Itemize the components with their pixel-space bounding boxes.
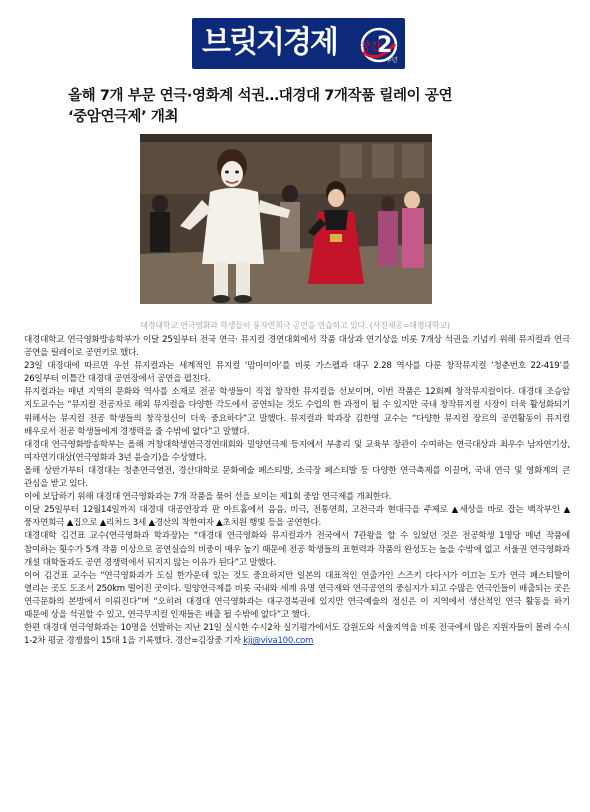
closing-text: 한편 대경대 연극영화과는 10명을 선발하는 지난 21일 실시한 수시2차 실기평가에서도 강원도와 서울지역을 비롯 전국에서 많은 지원자들이 몰려 수시 1-2차 평균 경쟁률이 15대 1을 기록했다. 경산=김장중 기자 bbox=[24, 623, 570, 647]
article-headline bbox=[68, 86, 538, 128]
body-paragraph: 대경대학 김건표 교수(연극영화과 학과장)는 “대경대 연극영화와 뮤지컬과가 전국에서 7관왕을 할 수 있었던 것은 전공학생 1명당 매년 작품에 참여하는 횟수가 5개 작품 이상으로 공연실습의 비중이 매우 높기 때문에 전공 학생들의 표현력과 작품의 완성도는 높을 수밖에 없고 서울권 연극영화과 개설 대학들과도 공연 경쟁력에서 뒤지지 않는 이유가 된다”고 말했다. bbox=[24, 531, 570, 568]
body-paragraph: 올해 상반기부터 대경대는 청춘연극열전, 경산대학로 문화예술 페스티발, 소극장 페스티발 등 다양한 연극축제를 이끌며, 국내 연극 및 영화계의 큰 관심을 받고 있다. bbox=[24, 465, 570, 490]
body-paragraph: 뮤지컬과는 매년 지역의 문화와 역사를 소재로 전공 학생들이 직접 창작한 뮤지컬을 선보이며, 이번 작품은 12회째 창작뮤지컬이다. 대경대 조승암 지도교수는 “뮤지컬 전공자로 해외 뮤지컬을 다양한 각도에서 공연되는 것도 수업의 한 과정이 될 수 있지만 국내 창작뮤지컬 시장이 더욱 활성화되기 위해서는 뮤지컬 전공 학생들의 창작정신이 더욱 중요하다”고 말했다. 뮤지컬과 학과장 김한영 교수는 “다양한 뮤지컬 장르의 공연활동이 뮤지컬 배우로서 전공 학생들에게 경쟁력을 줄 수밖에 없다”고 말했다. bbox=[24, 387, 570, 437]
article-body bbox=[24, 334, 570, 648]
headline-line-2: ‘중암연극제’ 개최 bbox=[68, 109, 179, 125]
body-paragraph: 대경대 연극영화방송학부는 올해 거창대학생연극경연대회와 밀양연극제 등지에서 부총리 및 교육부 장관이 수여하는 연극대상과 최우수 남자연기상, 여자연기대상(연극영화과 3년 윤슬기)을 수상했다. bbox=[24, 439, 570, 463]
rehearsal-photo-illustration bbox=[140, 134, 432, 304]
anniversary-emblem bbox=[355, 22, 399, 66]
masthead-logo bbox=[192, 18, 405, 69]
article-photo bbox=[140, 134, 432, 304]
body-paragraph: 23일 대경대에 따르면 우선 뮤지컬과는 세계적인 뮤지컬 ‘맘마미아’를 비롯 가스펠과 대구 2.28 역사를 다룬 창작뮤지컬 ‘청춘번호 22-419’를 26일부터 이틀간 대경대 공연장에서 공연을 펼친다. bbox=[24, 361, 570, 385]
reporter-email-link[interactable]: kjj@viva100.com bbox=[243, 636, 314, 647]
body-paragraph: 이에 보답하기 위해 대경대 연극영화과는 7개 작품을 묶어 선을 보이는 제1회 중암 연극제를 개최한다. bbox=[24, 492, 392, 503]
body-paragraph: 이어 김건표 교수는 “연극영화과가 도심 한가운데 있는 것도 중요하지만 일본의 대표적인 연출가인 스즈키 다다시가 이끄는 도가 연극 페스티발이 열리는 곳도 도조서 250km 떨어진 곳이다. 밀양연극제를 비롯 국내와 세계 유명 연극제와 연극공연의 중심지가 되고 수많은 연극인들이 배출되는 곳은 연극문화의 본방에서 이뤄진다”며 “오히려 대경대 연극영화과는 대구경북권에 있지만 연극예술의 정신은 이 지역에서 생산적인 연극 활동을 하기 때문에 상을 석권할 수 있고, 연극무지컬 인재들은 배출 될 수밖에 없다”고 했다. bbox=[24, 570, 570, 620]
headline-line-1: 올해 7개 부문 연극·영화계 석권…대경대 7개작품 릴레이 공연 bbox=[68, 88, 453, 104]
brand-name: 브릿지경제 bbox=[202, 25, 337, 60]
body-paragraph: 이달 25일부터 12월14일까지 대경대 대공연장과 판 아트홀에서 음음, 비극, 전통연희, 고전극과 현대극을 주제로 ▲세상을 바로 잡는 백작부인 ▲풍자연희극 ▲집으로 ▲리처드 3세 ▲경산의 착한여자 ▲초치원 행빛 등을 공연한다. bbox=[24, 505, 570, 529]
anniversary-number: 2 bbox=[377, 33, 393, 58]
photo-caption: 대경대학교 연극영화과 학생들이 풍자연희극 공연을 연습하고 있다. (사진제공=대경대학교) bbox=[140, 321, 450, 330]
anniversary-suffix: 주년 bbox=[386, 57, 398, 64]
anniversary-text: 창간 bbox=[360, 40, 382, 53]
body-paragraph: 대경대학교 연극영화방송학부가 이달 25일부터 전국 연극· 뮤지컬 경연대회에서 작품 대상과 연기상을 비롯 7개상 석권을 기념키 위해 뮤지컬과 연극 공연을 릴레이로 공연키로 했다. bbox=[24, 335, 570, 359]
body-paragraph-last bbox=[24, 622, 570, 648]
